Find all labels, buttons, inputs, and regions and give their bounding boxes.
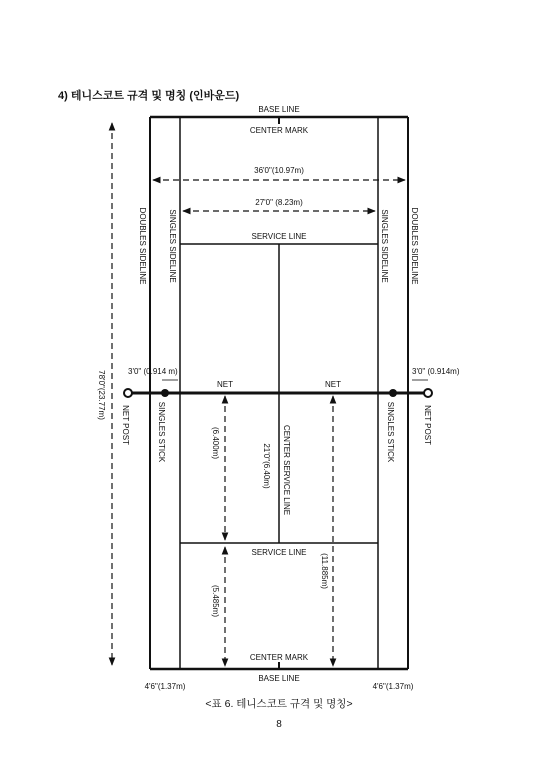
label-center-mark-bottom: CENTER MARK [249,653,309,662]
label-doubles-sideline-right: DOUBLES SIDELINE [410,207,419,285]
figure-caption: <표 6. 테니스코트 규격 및 명칭> [205,698,353,710]
label-half-court-length: (11.885m) [320,553,329,589]
label-net-right: NET [325,380,341,389]
label-base-line-top: BASE LINE [258,105,300,114]
label-post-right: 3'0" (0.914m) [412,367,460,376]
label-singles-sideline-right: SINGLES SIDELINE [380,209,389,283]
net-post-right-marker [424,389,432,397]
label-center-mark-top: CENTER MARK [249,126,309,135]
label-singles-stick-right: SINGLES STICK [386,401,395,463]
label-doubles-sideline-left: DOUBLES SIDELINE [138,207,147,285]
label-alley-left: 4'6"(1.37m) [144,682,186,691]
page-number: 8 [276,719,282,730]
label-center-service-length: 21'0"(6.40m) [262,443,271,489]
label-total-length: 78'0"(23.77m) [97,370,106,420]
section-heading: 4) 테니스코트 규격 및 명칭 (인바운드) [58,90,240,102]
label-singles-sideline-left: SINGLES SIDELINE [168,209,177,283]
singles-stick-left-marker [161,389,169,397]
label-net-post-left: NET POST [121,405,130,445]
singles-stick-right-marker [389,389,397,397]
label-backcourt: (5.485m) [211,584,220,618]
label-post-left: 3'0" (0.914 m) [128,367,178,376]
label-net-left: NET [217,380,233,389]
label-net-post-right: NET POST [423,405,432,445]
label-singles-width: 27'0" (8.23m) [255,198,303,207]
label-base-line-bottom: BASE LINE [258,674,300,683]
label-service-line-top: SERVICE LINE [251,232,307,241]
label-service-box-length: (6.400m) [211,426,220,460]
label-alley-right: 4'6"(1.37m) [372,682,414,691]
label-doubles-width: 36'0"(10.97m) [254,166,304,175]
label-singles-stick-left: SINGLES STICK [157,401,166,463]
label-center-service-line: CENTER SERVICE LINE [282,424,291,516]
net-post-left-marker [124,389,132,397]
label-service-line-bottom: SERVICE LINE [251,548,307,557]
